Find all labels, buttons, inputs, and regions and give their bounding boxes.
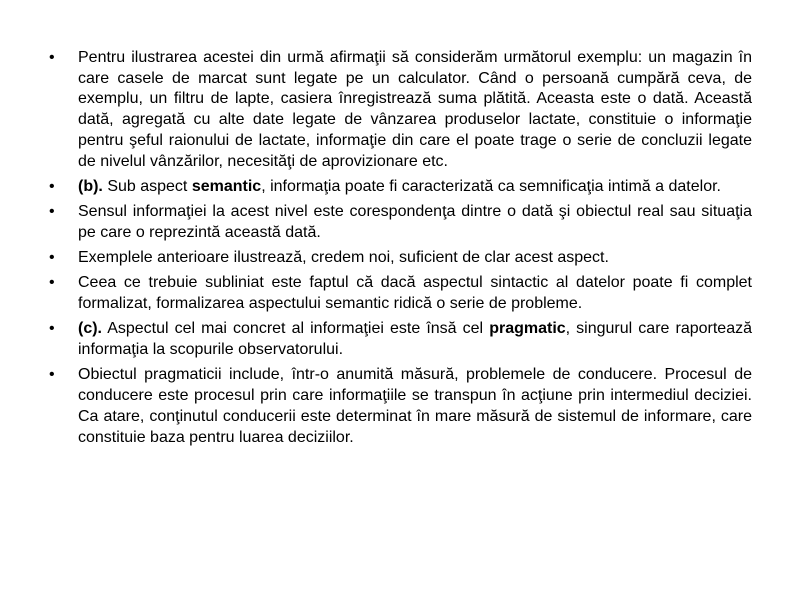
bullet-icon: • <box>49 49 55 66</box>
bullet-text: Sub aspect <box>102 177 192 195</box>
bullet-text: Exemplele anterioare ilustrează, credem noi, suficient de clar acest aspect. <box>78 249 609 267</box>
bullet-icon: • <box>49 320 55 338</box>
bullet-text: , informaţia poate fi caracterizată ca semnificaţia intimă a datelor. <box>261 177 721 195</box>
bullet-item-examples <box>49 248 752 269</box>
bullet-item-meaning <box>49 202 752 243</box>
bullet-list <box>49 48 752 448</box>
bullet-icon: • <box>49 274 55 292</box>
bullet-term: semantic <box>191 177 262 195</box>
bullet-text: , singurul care raportează informaţia la scopurile observatorului. <box>78 320 752 359</box>
bullet-item-pragmatic <box>49 319 752 360</box>
bullet-icon: • <box>49 249 55 267</box>
bullet-icon: • <box>49 366 55 384</box>
bullet-icon: • <box>49 177 55 195</box>
bullet-item-semantic <box>49 177 752 198</box>
bullet-text: Aspectul cel mai concret al informaţiei este însă cel <box>102 320 490 338</box>
bullet-item-example <box>49 48 752 172</box>
bullet-text: Obiectul pragmaticii include, într-o anumită măsură, problemele de conducere. Procesul de conducere este procesul prin care informaţiile se transpun în acţiune prin intermediul deciziei. Ca atare, conţinutul conducerii este determinat în mare măsură de sistemul de informare, care constituie baza pentru luarea deciziilor. <box>78 366 752 446</box>
bullet-label: (c). <box>78 320 102 338</box>
bullet-label: (b). <box>78 177 103 195</box>
bullet-item-formalization <box>49 273 752 314</box>
bullet-text: Sensul informaţiei la acest nivel este corespondenţa dintre o dată şi obiectul real sau situaţia pe care o reprezintă această dată. <box>78 203 752 241</box>
bullet-item-management <box>49 365 752 448</box>
bullet-icon: • <box>49 203 55 221</box>
bullet-text: Pentru ilustrarea acestei din urmă afirmaţii să considerăm următorul exemplu: un magazin în care casele de marcat sunt legate pe un calculator. Când o persoană cumpără ceva, de exemplu, un filtru de lapte, casiera înregistrează suma plătită. Aceasta este o dată. Această dată, agregată cu alte date legate de vânzarea produselor lactate, constituie o informaţie pentru şeful raionului de lactate, informaţie din care el poate trage o serie de concluzii legate de nivelul vânzărilor, necesităţi de aprovizionare etc. <box>78 49 752 170</box>
bullet-text: Ceea ce trebuie subliniat este faptul că dacă aspectul sintactic al datelor poate fi complet formalizat, formalizarea aspectului semantic ridică o serie de probleme. <box>78 274 752 313</box>
bullet-term: pragmatic <box>489 320 566 338</box>
